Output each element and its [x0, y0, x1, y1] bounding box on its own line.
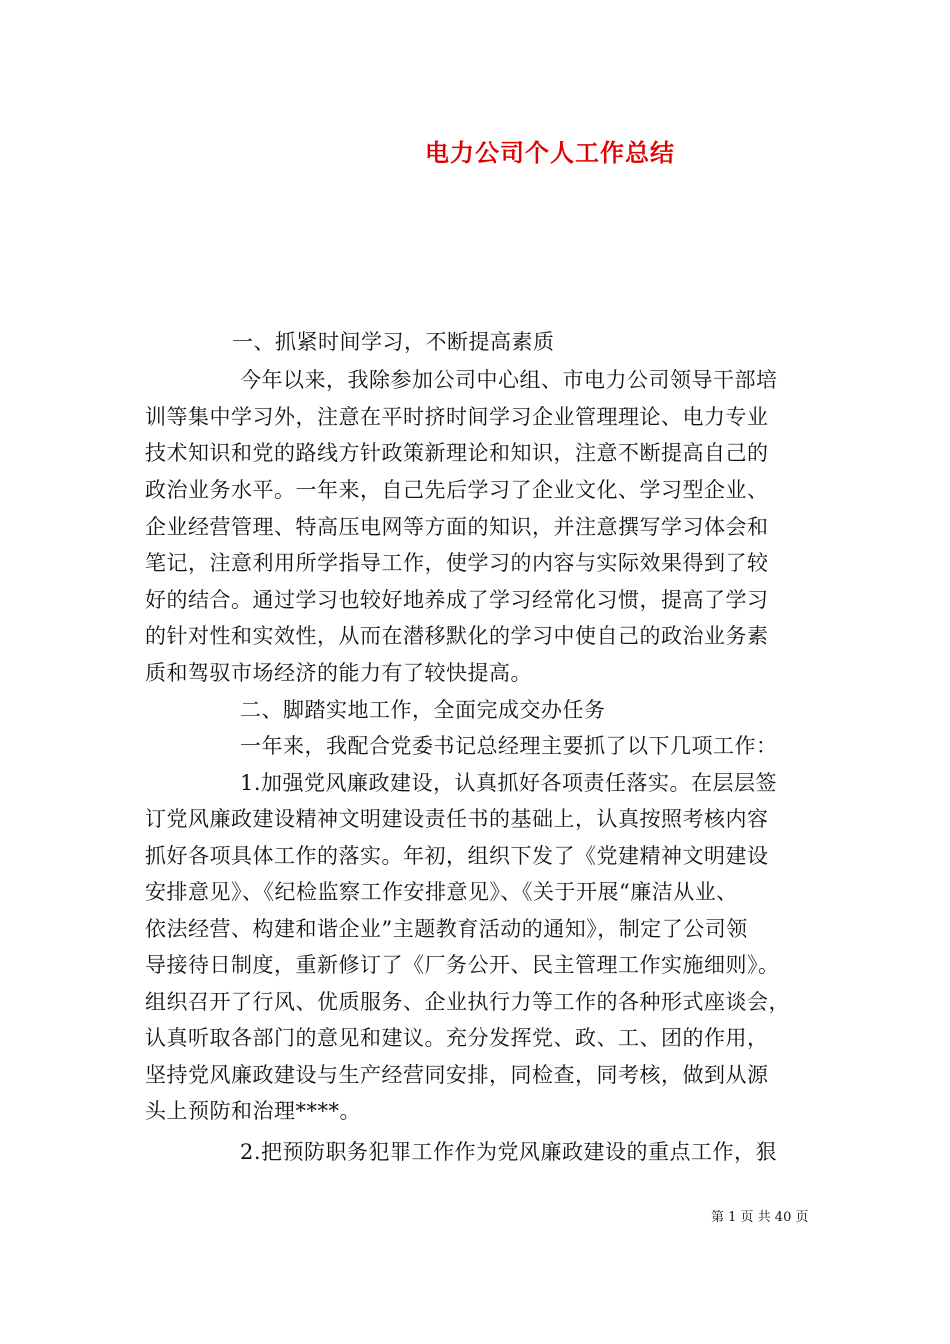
paragraph-line: 好的结合。通过学习也较好地养成了学习经常化习惯，提高了学习 — [145, 588, 769, 612]
paragraph-line: 政治业务水平。一年来，自己先后学习了企业文化、学习型企业、 — [145, 478, 769, 502]
paragraph-line: 技术知识和党的路线方针政策新理论和知识，注意不断提高自己的 — [145, 441, 769, 465]
paragraph-line: 认真听取各部门的意见和建议。充分发挥党、政、工、团的作用， — [145, 1026, 769, 1050]
paragraph-line: 今年以来，我除参加公司中心组、市电力公司领导干部培 — [240, 368, 778, 392]
paragraph-line: 笔记，注意利用所学指导工作，使学习的内容与实际效果得到了较 — [145, 551, 769, 575]
section-heading-2: 二、脚踏实地工作，全面完成交办任务 — [240, 698, 606, 722]
list-item-line: 2.把预防职务犯罪工作作为党风廉政建设的重点工作，狠 — [240, 1140, 778, 1164]
paragraph-line: 质和驾驭市场经济的能力有了较快提高。 — [145, 661, 532, 685]
paragraph-line: 安排意见》、《纪检监察工作安排意见》、《关于开展“廉洁从业、 — [145, 880, 738, 904]
paragraph-line: 组织召开了行风、优质服务、企业执行力等工作的各种形式座谈会， — [145, 990, 790, 1014]
paragraph-line: 一年来，我配合党委书记总经理主要抓了以下几项工作： — [240, 734, 778, 758]
section-heading-1: 一、抓紧时间学习，不断提高素质 — [232, 330, 555, 354]
paragraph-line: 企业经营管理、特高压电网等方面的知识，并注意撰写学习体会和 — [145, 515, 769, 539]
paragraph-line: 头上预防和治理****。 — [145, 1099, 361, 1123]
list-item-line: 1.加强党风廉政建设，认真抓好各项责任落实。在层层签 — [240, 771, 778, 795]
paragraph-line: 抓好各项具体工作的落实。年初，组织下发了《党建精神文明建设 — [145, 844, 769, 868]
paragraph-line: 导接待日制度，重新修订了《厂务公开、民主管理工作实施细则》。 — [145, 953, 780, 977]
paragraph-line: 的针对性和实效性，从而在潜移默化的学习中使自己的政治业务素 — [145, 624, 769, 648]
document-title: 电力公司个人工作总结 — [425, 139, 675, 167]
paragraph-line: 训等集中学习外，注意在平时挤时间学习企业管理理论、电力专业 — [145, 405, 769, 429]
paragraph-line: 订党风廉政建设精神文明建设责任书的基础上，认真按照考核内容 — [145, 807, 769, 831]
paragraph-line: 依法经营、构建和谐企业”主题教育活动的通知》，制定了公司领 — [145, 917, 748, 941]
paragraph-line: 坚持党风廉政建设与生产经营同安排，同检查，同考核，做到从源 — [145, 1063, 769, 1087]
page-number-footer: 第 1 页 共 40 页 — [711, 1210, 809, 1225]
